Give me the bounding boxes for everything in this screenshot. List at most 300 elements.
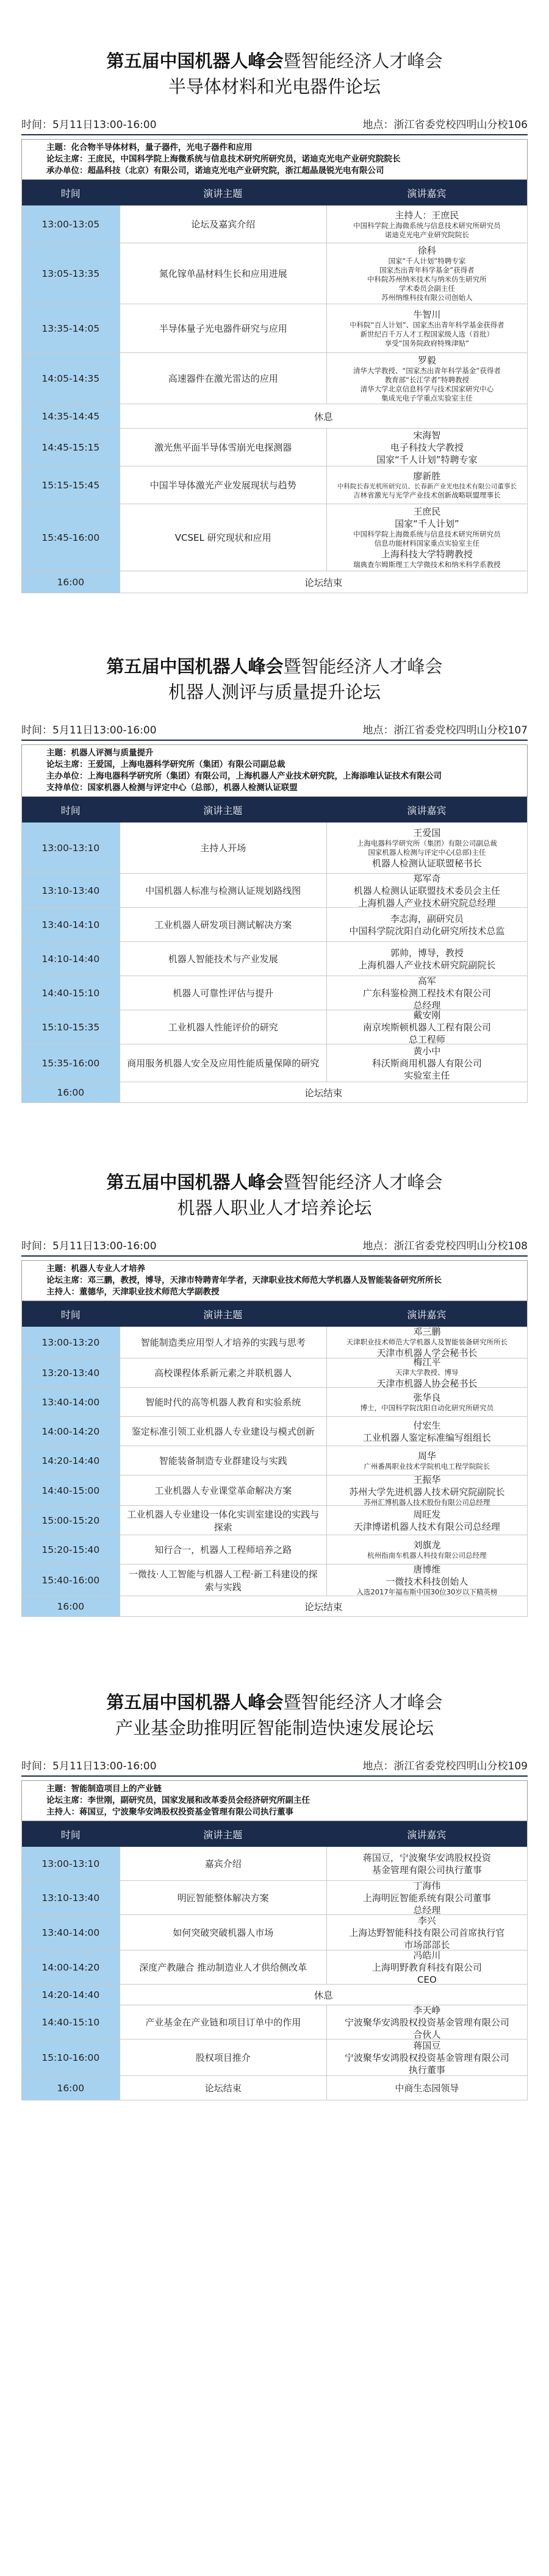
summit-title-light: 暨智能经济人才峰会 <box>283 1692 443 1713</box>
guest-line: 总经理 <box>413 1904 441 1916</box>
guest-line: CEO <box>417 1974 437 1985</box>
guest-line: 张华良 <box>413 1392 441 1403</box>
guest-line: 中国科学院沈阳自动化研究所技术总监 <box>349 925 505 937</box>
guest-line: 上海机器人产业技术研究院总经理 <box>358 897 496 908</box>
row-guest <box>326 908 527 941</box>
schedule-row <box>22 874 527 908</box>
summit-title-light: 暨智能经济人才峰会 <box>283 656 443 677</box>
row-guest <box>326 353 527 404</box>
guest-line: 上海科技大学特聘教授 <box>381 549 473 560</box>
guest-line: 中国科学院上海微系统与信息技术研究所研究员 <box>353 530 501 538</box>
guest-line: 工业机器人鉴定标准编写组组长 <box>362 1432 491 1443</box>
forum-header <box>0 1690 549 1741</box>
row-topic: 机器人可靠性评估与提升 <box>120 976 326 1010</box>
guest-line: 实验室主任 <box>404 1069 450 1081</box>
row-topic: 半导体量子光电器件研究与应用 <box>120 304 326 352</box>
header-topic: 演讲主题 <box>203 1829 243 1841</box>
row-time: 15:00-15:20 <box>22 1506 120 1535</box>
row-topic: 商用服务机器人安全及应用性能质量保障的研究 <box>120 1044 326 1082</box>
forum-section <box>0 593 549 1103</box>
row-span-label: 论坛结束 <box>120 1596 527 1616</box>
guest-line: 机器人检测认证联盟技术委员会主任 <box>353 885 500 896</box>
guest-line: 国家“千人计划”特聘专家 <box>376 454 478 465</box>
guest-line: 中科院长春光机所研究员、长春新产业光电技术有限公司董事长 <box>337 483 517 490</box>
row-topic: 智能制造类应用型人才培养的实践与思考 <box>120 1327 326 1358</box>
row-time: 15:35-16:00 <box>22 1044 120 1082</box>
time-place-bar <box>21 1756 528 1777</box>
row-guest <box>326 1950 527 1984</box>
row-time: 15:20-15:40 <box>22 1535 120 1564</box>
row-topic: 智能时代的高等机器人教育和实验系统 <box>120 1388 326 1416</box>
guest-line: 基金管理有限公司执行董事 <box>371 1864 482 1875</box>
guest-line: 王爱国 <box>413 827 441 838</box>
row-time: 15:15-15:45 <box>22 466 120 504</box>
row-time: 13:00-13:10 <box>22 822 120 873</box>
schedule-row <box>22 1847 527 1881</box>
row-topic: 高速器件在激光雷达的应用 <box>120 353 326 404</box>
info-line: 论坛主席：王爱国，上海电器科学研究所（集团）有限公司副总裁 <box>46 760 285 769</box>
forum-header <box>0 654 549 705</box>
row-guest <box>326 1475 527 1505</box>
guest-line: 合伙人 <box>413 2028 441 2040</box>
guest-line: 宁波聚华安鸿股权投资基金管理有限公司 <box>344 2016 509 2028</box>
guest-line: 中科院苏州纳米技术与纳米仿生研究所 <box>367 275 487 284</box>
time-place-bar <box>21 115 528 135</box>
guest-line: 天津市机器人学会秘书长 <box>376 1347 478 1358</box>
row-topic: 股权项目推介 <box>120 2039 326 2075</box>
guest-line: 诺迪克光电产业研究院院长 <box>384 230 469 239</box>
guest-line: 付宏生 <box>413 1419 441 1431</box>
schedule-row <box>22 1082 527 1103</box>
row-time: 15:45-16:00 <box>22 504 120 571</box>
row-guest <box>326 466 527 504</box>
header-guest: 演讲嘉宾 <box>407 1308 447 1321</box>
schedule-row <box>22 976 527 1010</box>
row-topic: 产业基金在产业链和项目订单中的作用 <box>120 2005 326 2039</box>
row-time: 13:10-13:40 <box>22 1881 120 1914</box>
row-topic: 机器人智能技术与产业发展 <box>120 942 326 976</box>
guest-line: 瑞典查尔姆斯理工大学微技术和纳米科学系教授 <box>353 560 501 569</box>
schedule-row <box>22 1565 527 1596</box>
guest-line: 集成光电子学重点实验室主任 <box>381 393 473 402</box>
row-time: 15:40-16:00 <box>22 1565 120 1596</box>
row-time: 14:40-15:10 <box>22 976 120 1010</box>
schedule-row <box>22 1446 527 1475</box>
schedule-row <box>22 504 527 571</box>
guest-line: 一微技术科技创始人 <box>386 1576 468 1587</box>
row-guest <box>326 976 527 1010</box>
schedule-row <box>22 1417 527 1446</box>
guest-line: 信息功能材料国家重点实验室主任 <box>374 539 480 548</box>
schedule-row <box>22 2076 527 2100</box>
summit-title <box>0 654 549 679</box>
time-place-bar <box>21 720 528 741</box>
row-guest <box>326 2039 527 2075</box>
guest-line: 戴安刚 <box>413 1009 441 1021</box>
row-time: 15:10-15:35 <box>22 1010 120 1044</box>
row-time: 15:10-16:00 <box>22 2039 120 2075</box>
guest-line: 冯皓川 <box>413 1949 441 1961</box>
guest-line: 苏州大学先进机器人技术研究院副院长 <box>349 1486 505 1497</box>
row-guest <box>326 1417 527 1446</box>
header-topic: 演讲主题 <box>203 1308 243 1321</box>
row-guest <box>326 1044 527 1082</box>
guest-line: 周华 <box>417 1450 436 1461</box>
guest-line: 李志海，副研究员 <box>390 913 464 924</box>
guest-line: 罗毅 <box>417 354 436 366</box>
row-guest <box>326 1358 527 1387</box>
guest-line: 天津大学教授、博导 <box>395 1368 459 1377</box>
forum-place: 地点：浙江省委党校四明山分校106 <box>362 119 528 131</box>
forum-place: 地点：浙江省委党校四明山分校108 <box>362 1240 528 1252</box>
schedule-row <box>22 466 527 504</box>
row-guest <box>326 504 527 571</box>
row-topic: 工业机器人研发项目测试解决方案 <box>120 908 326 941</box>
row-guest <box>326 1506 527 1535</box>
guest-line: 苏州纳维科技有限公司创始人 <box>381 293 473 302</box>
guest-line: 天津市机器人协会秘书长 <box>376 1378 478 1389</box>
schedule-header-row <box>22 180 527 205</box>
forum-time: 时间：5月11日13:00-16:00 <box>21 1240 157 1252</box>
row-span-label: 休息 <box>120 404 527 428</box>
row-span-label: 休息 <box>120 1985 527 2005</box>
guest-line: 杭州指南车机器人科技有限公司总经理 <box>367 1551 487 1560</box>
row-guest <box>326 1565 527 1596</box>
guest-line: 蒋国豆 <box>413 2039 441 2051</box>
row-time: 13:00-13:20 <box>22 1327 120 1358</box>
row-topic: 鉴定标准引领工业机器人专业建设与模式创新 <box>120 1417 326 1446</box>
guest-line: 国家“千人计划” <box>395 518 459 529</box>
row-guest <box>326 822 527 873</box>
row-span-label: 论坛结束 <box>120 571 527 593</box>
row-topic: 工业机器人专业课堂革命解决方案 <box>120 1475 326 1505</box>
schedule-row <box>22 404 527 429</box>
time-place-bar <box>21 1236 528 1257</box>
info-line: 论坛主席：邓三鹏，教授，博导，天津市特聘青年学者，天津职业技术师范大学机器人及智能装备研究所所长 <box>46 1276 442 1285</box>
forum-time: 时间：5月11日13:00-16:00 <box>21 1760 157 1772</box>
schedule-table <box>21 180 528 593</box>
row-time: 13:00-13:05 <box>22 205 120 243</box>
row-time: 14:20-14:40 <box>22 1446 120 1475</box>
schedule-row <box>22 908 527 942</box>
row-topic: 智能装备制造专业群建设与实践 <box>120 1446 326 1475</box>
forum-place: 地点：浙江省委党校四明山分校107 <box>362 724 528 737</box>
schedule-row <box>22 1535 527 1565</box>
header-topic: 演讲主题 <box>203 187 243 199</box>
row-guest <box>326 874 527 907</box>
guest-line: 上海明匠智能系统有限公司董事 <box>362 1892 491 1903</box>
row-topic: 工业机器人性能评价的研究 <box>120 1010 326 1044</box>
row-topic: 高校课程体系新元素之并联机器人 <box>120 1358 326 1387</box>
info-line: 主题：化合物半导体材料，量子器件，光电子器件和应用 <box>46 143 253 152</box>
summit-title <box>0 1170 549 1194</box>
guest-line: 吉林省激光与光学产业技术创新战略联盟理事长 <box>353 491 501 499</box>
guest-line: 中商生态园领导 <box>395 2082 459 2094</box>
schedule-row <box>22 304 527 353</box>
row-guest <box>326 1847 527 1880</box>
schedule-row <box>22 353 527 404</box>
schedule-row <box>22 243 527 304</box>
row-time: 14:40-15:00 <box>22 1475 120 1505</box>
guest-line: 博士，中国科学院沈阳自动化研究所研究员 <box>360 1404 494 1412</box>
row-time: 14:45-15:15 <box>22 429 120 466</box>
row-time: 13:40-14:00 <box>22 1388 120 1416</box>
row-topic: 论坛结束 <box>120 2076 326 2100</box>
row-topic: 中国半导体激光产业发展现状与趋势 <box>120 466 326 504</box>
row-topic: 论坛及嘉宾介绍 <box>120 205 326 243</box>
guest-line: 刘旗龙 <box>413 1540 441 1550</box>
row-time: 16:00 <box>22 1596 120 1616</box>
forum-place: 地点：浙江省委党校四明山分校109 <box>362 1760 528 1772</box>
info-line: 主持人：董德华，天津职业技术师范大学副教授 <box>46 1287 220 1297</box>
forum-time: 时间：5月11日13:00-16:00 <box>21 724 157 737</box>
forum-info-box <box>21 1780 528 1821</box>
row-guest <box>326 1388 527 1416</box>
guest-line: 电子科技大学教授 <box>390 441 464 453</box>
section-spacer <box>0 0 549 49</box>
guest-line: 高军 <box>417 975 436 987</box>
guest-line: 上海电器科学研究所（集团）有限公司副总裁 <box>356 838 497 847</box>
schedule-table <box>21 1821 528 2100</box>
guest-line: 王振华 <box>413 1474 441 1485</box>
row-topic: 主持人开场 <box>120 822 326 873</box>
row-topic: 深度产教融合 推动制造业人才供给侧改革 <box>120 1950 326 1984</box>
guest-line: 王庶民 <box>413 506 441 517</box>
row-time: 13:10-13:40 <box>22 874 120 907</box>
guest-line: 李天峥 <box>413 2004 441 2016</box>
header-time: 时间 <box>60 1829 81 1841</box>
schedule-table <box>21 1301 528 1617</box>
guest-line: 邓三鹏 <box>413 1326 441 1337</box>
row-guest <box>326 2076 527 2100</box>
schedule-row <box>22 1044 527 1082</box>
row-time: 14:10-14:40 <box>22 942 120 976</box>
schedule-row <box>22 2039 527 2076</box>
schedule-row <box>22 571 527 593</box>
guest-line: 牛智川 <box>413 309 441 320</box>
section-spacer <box>0 1103 549 1170</box>
row-time: 13:00-13:10 <box>22 1847 120 1880</box>
schedule-row <box>22 429 527 466</box>
guest-line: 丁海伟 <box>413 1880 441 1891</box>
schedule-row <box>22 1596 527 1617</box>
info-line: 承办单位：超晶科技（北京）有限公司，诺迪克光电产业研究院，浙江超晶晟锐光电有限公司 <box>46 166 384 176</box>
row-time: 16:00 <box>22 571 120 593</box>
row-guest <box>326 1327 527 1358</box>
guest-line: 机器人检测认证联盟秘书长 <box>371 857 482 869</box>
forum-header <box>0 49 549 100</box>
row-topic: 如何突破突破机器人市场 <box>120 1915 326 1950</box>
guest-line: 新世纪百千万人才工程国家级人选（首批） <box>360 330 494 338</box>
guest-line: 总经理 <box>413 999 441 1011</box>
header-time: 时间 <box>60 804 81 816</box>
header-time: 时间 <box>60 187 81 199</box>
guest-line: 学术委员会副主任 <box>398 284 455 293</box>
row-span-label: 论坛结束 <box>120 1082 527 1102</box>
row-time: 13:05-13:35 <box>22 243 120 304</box>
section-spacer <box>0 593 549 654</box>
row-guest <box>326 304 527 352</box>
forum-section <box>0 1617 549 2100</box>
forum-subtitle: 半导体材料和光电器件论坛 <box>168 76 381 97</box>
schedule-row <box>22 1010 527 1044</box>
info-line: 主办单位：上海电器科学研究所（集团）有限公司，上海机器人产业技术研究院，上海添唯认证技术有限公司 <box>46 771 442 781</box>
guest-line: 教育部“长江学者”特聘教授 <box>384 375 470 384</box>
schedule-row <box>22 1985 527 2005</box>
row-time: 14:20-14:40 <box>22 1985 120 2005</box>
schedule-row <box>22 1327 527 1358</box>
schedule-row <box>22 1950 527 1985</box>
schedule-header-row <box>22 1301 527 1327</box>
guest-line: 蒋国豆，宁波聚华安鸿股权投资 <box>362 1852 491 1863</box>
guest-line: 国家“千人计划”特聘专家 <box>388 257 466 265</box>
row-guest <box>326 1535 527 1564</box>
guest-line: 清华大学教授、“国家杰出青年科学基金”获得者 <box>353 366 501 375</box>
guest-line: 周旺发 <box>413 1508 441 1520</box>
forum-section <box>0 0 549 593</box>
guest-line: 郑军奇 <box>413 872 441 884</box>
info-line: 支持单位：国家机器人检测与评定中心（总部），机器人检测认证联盟 <box>46 783 298 793</box>
guest-line: 总工程师 <box>408 1033 445 1045</box>
schedule-row <box>22 822 527 874</box>
guest-line: 上海明野教育科技有限公司 <box>371 1961 482 1973</box>
row-time: 14:00-14:20 <box>22 1950 120 1984</box>
header-topic: 演讲主题 <box>203 804 243 816</box>
row-topic: 嘉宾介绍 <box>120 1847 326 1880</box>
summit-title-bold: 第五届中国机器人峰会 <box>106 1692 284 1713</box>
row-time: 13:35-14:05 <box>22 304 120 352</box>
forum-header <box>0 1170 549 1221</box>
guest-line: 天津职业技术师范大学机器人及智能装备研究所所长 <box>346 1338 508 1346</box>
forum-info-box <box>21 744 528 797</box>
guest-line: 南京埃斯顿机器人工程有限公司 <box>362 1021 491 1033</box>
schedule-row <box>22 2005 527 2039</box>
row-topic: VCSEL 研究现状和应用 <box>120 504 326 571</box>
guest-line: 主持人：王庶民 <box>395 209 459 221</box>
guest-line: 入选2017年福布斯中国30位30岁以下精英榜 <box>356 1588 498 1596</box>
summit-title-light: 暨智能经济人才峰会 <box>283 51 443 71</box>
guest-line: 中科院“百人计划”、国家杰出青年科学基金获得者 <box>350 321 504 329</box>
forum-info-box <box>21 139 528 180</box>
forum-section <box>0 1103 549 1617</box>
row-guest <box>326 1915 527 1950</box>
forum-subtitle: 机器人职业人才培养论坛 <box>177 1197 372 1218</box>
summit-title <box>0 49 549 73</box>
row-guest <box>326 1446 527 1475</box>
schedule-row <box>22 1388 527 1417</box>
info-line: 主题：智能制造项目上的产业链 <box>46 1784 162 1794</box>
guest-line: 唐博维 <box>413 1564 441 1575</box>
header-guest: 演讲嘉宾 <box>407 1829 447 1841</box>
row-time: 13:20-13:40 <box>22 1358 120 1387</box>
guest-line: 市场部部长 <box>404 1939 450 1950</box>
row-time: 13:40-14:00 <box>22 1915 120 1950</box>
row-topic: 工业机器人专业建设一体化实训室建设的实践与探索 <box>120 1506 326 1535</box>
guest-line: 清华大学北京信息科学与技术国家研究中心 <box>360 384 494 393</box>
row-guest <box>326 1881 527 1914</box>
guest-line: 徐科 <box>417 245 436 256</box>
guest-line: 享受“国务院政府特殊津贴” <box>384 339 470 348</box>
row-time: 14:05-14:35 <box>22 353 120 404</box>
guest-line: 科沃斯商用机器人有限公司 <box>371 1057 482 1069</box>
info-line: 论坛主席：王庶民，中国科学院上海微系统与信息技术研究所研究员，诺迪克光电产业研究院院长 <box>46 154 401 164</box>
row-topic: 中国机器人标准与检测认证规划路线图 <box>120 874 326 907</box>
schedule-header-row <box>22 797 527 822</box>
row-time: 14:00-14:20 <box>22 1417 120 1446</box>
guest-line: 宁波聚华安鸿股权投资基金管理有限公司 <box>344 2052 509 2063</box>
schedule-row <box>22 1506 527 1535</box>
row-topic: 激光焦平面半导体雪崩光电探测器 <box>120 429 326 466</box>
summit-title-bold: 第五届中国机器人峰会 <box>106 1172 284 1193</box>
summit-title-bold: 第五届中国机器人峰会 <box>106 656 284 677</box>
header-guest: 演讲嘉宾 <box>407 187 447 199</box>
guest-line: 天津博诺机器人技术有限公司总经理 <box>353 1521 500 1532</box>
row-guest <box>326 1010 527 1044</box>
guest-line: 执行董事 <box>408 2064 445 2075</box>
summit-title-light: 暨智能经济人才峰会 <box>283 1172 443 1193</box>
schedule-row <box>22 1475 527 1506</box>
schedule-table <box>21 797 528 1103</box>
guest-line: 苏州汇博机器人技术股份有限公司总经理 <box>364 1498 490 1507</box>
section-spacer <box>0 1617 549 1690</box>
schedule-row <box>22 205 527 243</box>
row-guest <box>326 2005 527 2039</box>
info-line: 主题：机器人专业人才培养 <box>46 1264 145 1274</box>
forum-subtitle: 产业基金助推明匠智能制造快速发展论坛 <box>115 1718 434 1738</box>
info-line: 论坛主席：李世刚，副研究员，国家发展和改革委员会经济研究所副主任 <box>46 1796 310 1805</box>
row-time: 16:00 <box>22 1082 120 1102</box>
guest-line: 中国科学院上海微系统与信息技术研究所研究员 <box>353 221 501 230</box>
summit-title <box>0 1690 549 1714</box>
forum-info-box <box>21 1260 528 1301</box>
guest-line: 郭帅，博导，教授 <box>390 947 464 958</box>
guest-line: 上海达野智能科技有限公司首席执行官 <box>349 1927 505 1938</box>
guest-line: 黄小中 <box>413 1045 441 1057</box>
schedule-row <box>22 942 527 976</box>
row-topic: 一微技·人工智能与机器人工程·新工科建设的探索与实践 <box>120 1565 326 1596</box>
guest-line: 广州番禺职业技术学院机电工程学院院长 <box>364 1462 490 1471</box>
schedule-row <box>22 1358 527 1388</box>
row-topic: 知行合一，机器人工程师培养之路 <box>120 1535 326 1564</box>
info-line: 主持人：蒋国豆，宁波聚华安鸿股权投资基金管理有限公司执行董事 <box>46 1807 293 1817</box>
schedule-header-row <box>22 1821 527 1847</box>
guest-line: 国家杰出青年科学基金”获得者 <box>379 266 475 274</box>
schedule-row <box>22 1881 527 1915</box>
guest-line: 宋海智 <box>413 429 441 441</box>
row-guest <box>326 942 527 976</box>
row-time: 14:40-15:10 <box>22 2005 120 2039</box>
header-time: 时间 <box>60 1308 81 1321</box>
forum-time: 时间：5月11日13:00-16:00 <box>21 119 157 131</box>
row-topic: 明匠智能整体解决方案 <box>120 1881 326 1914</box>
row-time: 14:35-14:45 <box>22 404 120 428</box>
guest-line: 上海机器人产业技术研究院副院长 <box>358 959 496 971</box>
summit-title-bold: 第五届中国机器人峰会 <box>106 51 284 71</box>
guest-line: 广东科鉴检测工程技术有限公司 <box>362 987 491 999</box>
guest-line: 李兴 <box>417 1914 436 1926</box>
row-guest <box>326 205 527 243</box>
row-time: 13:40-14:10 <box>22 908 120 941</box>
header-guest: 演讲嘉宾 <box>407 804 447 816</box>
guest-line: 梅江平 <box>413 1357 441 1368</box>
row-guest <box>326 429 527 466</box>
row-time: 16:00 <box>22 2076 120 2100</box>
row-guest <box>326 243 527 304</box>
schedule-row <box>22 1915 527 1950</box>
forum-subtitle: 机器人测评与质量提升论坛 <box>168 682 381 702</box>
guest-line: 国家机器人检测与评定中心(总部)主任 <box>368 847 486 857</box>
guest-line: 廖新胜 <box>413 471 441 482</box>
